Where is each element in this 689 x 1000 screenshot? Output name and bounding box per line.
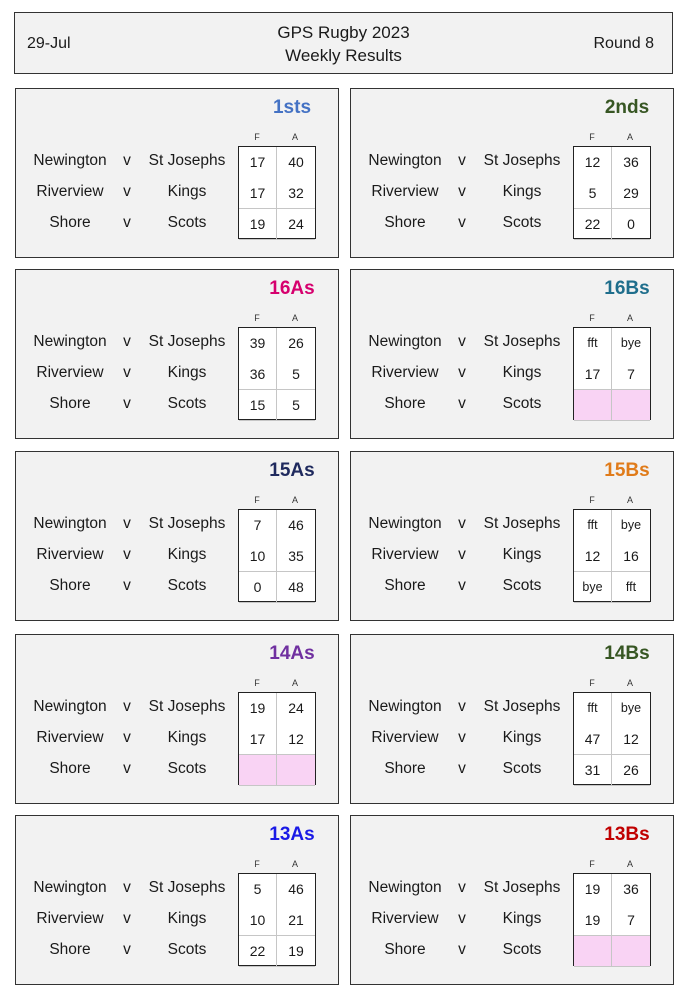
versus-label: v <box>458 910 466 927</box>
score-for-cell: fft <box>574 693 612 724</box>
versus-label: v <box>458 879 466 896</box>
home-team: Newington <box>368 515 442 532</box>
against-column-label: A <box>626 859 633 869</box>
away-team: St Josephs <box>148 698 226 715</box>
away-team: Scots <box>167 395 207 412</box>
score-against-cell: bye <box>620 336 642 350</box>
versus-label: v <box>123 364 131 381</box>
away-team: St Josephs <box>483 515 561 532</box>
score-for-cell: 19 <box>574 874 612 905</box>
versus-label: v <box>458 698 466 715</box>
away-team: St Josephs <box>148 515 226 532</box>
score-table <box>573 327 651 420</box>
home-team: Newington <box>33 152 107 169</box>
away-team: Scots <box>502 577 542 594</box>
score-table <box>573 509 651 602</box>
team-results-panel <box>350 815 674 985</box>
versus-label: v <box>123 152 131 169</box>
home-team: Riverview <box>36 364 104 381</box>
team-grade-title: 15As <box>269 460 315 481</box>
against-column-label: A <box>626 678 633 688</box>
title-line-1: GPS Rugby 2023 <box>277 23 410 42</box>
versus-label: v <box>458 577 466 594</box>
versus-label: v <box>458 515 466 532</box>
for-column-label: F <box>589 495 595 505</box>
score-for-cell: fft <box>574 328 612 359</box>
team-results-panel <box>350 451 674 621</box>
versus-label: v <box>458 546 466 563</box>
team-results-panel <box>15 634 339 804</box>
home-team: Shore <box>384 395 426 412</box>
score-for-cell: 15 <box>239 390 277 421</box>
away-team: St Josephs <box>483 698 561 715</box>
team-grade-title: 16Bs <box>604 278 650 299</box>
score-for-cell: 19 <box>574 905 612 936</box>
score-for-cell: 36 <box>239 359 277 390</box>
score-against-cell: 26 <box>288 335 304 351</box>
versus-label: v <box>458 183 466 200</box>
score-for-cell: fft <box>574 510 612 541</box>
team-grade-title: 14Bs <box>604 643 650 664</box>
score-against-cell: 48 <box>277 572 315 603</box>
team-grade-title: 16As <box>269 278 315 299</box>
home-team: Shore <box>49 577 91 594</box>
for-column-label: F <box>589 678 595 688</box>
score-against-cell: 19 <box>277 936 315 967</box>
title-line-2: Weekly Results <box>285 46 402 65</box>
score-for-cell: 5 <box>574 178 612 209</box>
team-grade-title: 13Bs <box>604 824 650 845</box>
versus-label: v <box>123 515 131 532</box>
team-grade-title: 2nds <box>604 97 650 118</box>
against-column-label: A <box>626 313 633 323</box>
home-team: Riverview <box>371 364 439 381</box>
home-team: Riverview <box>371 729 439 746</box>
score-for-cell: 17 <box>239 178 277 209</box>
away-team: Kings <box>167 364 207 381</box>
versus-label: v <box>123 941 131 958</box>
score-for-cell: 39 <box>239 328 277 359</box>
away-team: Scots <box>502 214 542 231</box>
versus-label: v <box>458 214 466 231</box>
team-results-panel <box>15 451 339 621</box>
away-team: Kings <box>167 729 207 746</box>
against-column-label: A <box>626 132 633 142</box>
versus-label: v <box>458 364 466 381</box>
score-against-cell: 35 <box>277 541 315 572</box>
team-results-panel <box>350 269 674 439</box>
score-for-cell: 17 <box>239 724 277 755</box>
team-results-panel <box>350 634 674 804</box>
home-team: Shore <box>384 941 426 958</box>
score-table <box>238 327 316 420</box>
away-team: St Josephs <box>148 333 226 350</box>
away-team: Kings <box>502 364 542 381</box>
versus-label: v <box>458 941 466 958</box>
versus-label: v <box>123 395 131 412</box>
away-team: Kings <box>502 910 542 927</box>
home-team: Shore <box>384 214 426 231</box>
team-grade-title: 15Bs <box>604 460 650 481</box>
versus-label: v <box>123 729 131 746</box>
home-team: Riverview <box>36 729 104 746</box>
score-for-cell: 19 <box>239 693 277 724</box>
home-team: Riverview <box>371 546 439 563</box>
score-against-cell: 36 <box>623 881 639 897</box>
score-table <box>573 692 651 785</box>
score-against-cell: fft <box>612 572 650 603</box>
home-team: Riverview <box>36 183 104 200</box>
score-against-cell: 0 <box>612 209 650 240</box>
team-grade-title: 1sts <box>272 97 312 118</box>
away-team: Scots <box>167 577 207 594</box>
score-against-cell: 46 <box>288 881 304 897</box>
away-team: Scots <box>502 395 542 412</box>
score-for-cell: 12 <box>574 541 612 572</box>
score-against-cell: 46 <box>288 517 304 533</box>
versus-label: v <box>123 577 131 594</box>
away-team: Scots <box>502 760 542 777</box>
score-table <box>238 873 316 966</box>
away-team: Scots <box>502 941 542 958</box>
away-team: Scots <box>167 941 207 958</box>
team-results-panel <box>15 269 339 439</box>
score-for-cell: 17 <box>574 359 612 390</box>
score-against-cell: 7 <box>612 905 650 936</box>
score-for-cell: 17 <box>239 147 277 178</box>
versus-label: v <box>123 879 131 896</box>
score-for-cell <box>574 390 612 421</box>
home-team: Shore <box>384 577 426 594</box>
versus-label: v <box>123 183 131 200</box>
match-date: 29-Jul <box>27 35 71 52</box>
score-against-cell: bye <box>620 518 642 532</box>
versus-label: v <box>123 760 131 777</box>
score-for-cell: 5 <box>239 874 277 905</box>
score-against-cell: 24 <box>288 700 304 716</box>
versus-label: v <box>123 333 131 350</box>
for-column-label: F <box>254 132 260 142</box>
away-team: Kings <box>502 729 542 746</box>
for-column-label: F <box>589 313 595 323</box>
score-against-cell: 36 <box>623 154 639 170</box>
score-for-cell: 12 <box>574 147 612 178</box>
score-for-cell: 47 <box>574 724 612 755</box>
score-table <box>573 873 651 966</box>
score-against-cell: 26 <box>612 755 650 786</box>
home-team: Newington <box>368 698 442 715</box>
home-team: Newington <box>368 333 442 350</box>
score-against-cell: 12 <box>612 724 650 755</box>
team-results-panel <box>15 815 339 985</box>
versus-label: v <box>123 214 131 231</box>
score-for-cell: 19 <box>239 209 277 240</box>
for-column-label: F <box>254 495 260 505</box>
away-team: Kings <box>167 910 207 927</box>
score-against-cell: 24 <box>277 209 315 240</box>
score-against-cell: 5 <box>277 359 315 390</box>
away-team: St Josephs <box>148 879 226 896</box>
score-against-cell: 32 <box>277 178 315 209</box>
away-team: St Josephs <box>148 152 226 169</box>
home-team: Shore <box>49 760 91 777</box>
score-for-cell: 31 <box>574 755 612 786</box>
versus-label: v <box>458 152 466 169</box>
away-team: St Josephs <box>483 333 561 350</box>
score-against-cell: 12 <box>277 724 315 755</box>
team-grade-title: 13As <box>269 824 315 845</box>
score-against-cell: 16 <box>612 541 650 572</box>
away-team: Kings <box>167 546 207 563</box>
score-for-cell: bye <box>574 572 612 603</box>
home-team: Shore <box>49 214 91 231</box>
score-for-cell: 22 <box>574 209 612 240</box>
against-column-label: A <box>626 495 633 505</box>
home-team: Riverview <box>36 910 104 927</box>
home-team: Newington <box>33 333 107 350</box>
home-team: Riverview <box>36 546 104 563</box>
away-team: Scots <box>167 214 207 231</box>
home-team: Riverview <box>371 910 439 927</box>
for-column-label: F <box>589 859 595 869</box>
round-label: Round 8 <box>593 35 654 52</box>
home-team: Shore <box>49 941 91 958</box>
home-team: Riverview <box>371 183 439 200</box>
away-team: Kings <box>167 183 207 200</box>
away-team: St Josephs <box>483 879 561 896</box>
score-for-cell: 22 <box>239 936 277 967</box>
page-title <box>15 21 672 67</box>
score-against-cell: 40 <box>288 154 304 170</box>
score-against-cell <box>612 936 650 967</box>
home-team: Shore <box>49 395 91 412</box>
score-for-cell: 10 <box>239 541 277 572</box>
home-team: Newington <box>33 515 107 532</box>
home-team: Newington <box>368 152 442 169</box>
versus-label: v <box>458 729 466 746</box>
team-grade-title: 14As <box>269 643 315 664</box>
score-table <box>238 146 316 239</box>
score-against-cell: bye <box>620 701 642 715</box>
versus-label: v <box>458 760 466 777</box>
score-against-cell: 29 <box>612 178 650 209</box>
score-for-cell: 7 <box>239 510 277 541</box>
score-against-cell <box>277 755 315 786</box>
results-header <box>14 12 673 74</box>
for-column-label: F <box>254 678 260 688</box>
score-against-cell: 21 <box>277 905 315 936</box>
for-column-label: F <box>589 132 595 142</box>
versus-label: v <box>123 546 131 563</box>
away-team: Kings <box>502 546 542 563</box>
against-column-label: A <box>291 313 298 323</box>
score-against-cell <box>612 390 650 421</box>
versus-label: v <box>458 395 466 412</box>
home-team: Shore <box>384 760 426 777</box>
home-team: Newington <box>368 879 442 896</box>
away-team: Scots <box>167 760 207 777</box>
home-team: Newington <box>33 879 107 896</box>
team-results-panel <box>15 88 339 258</box>
score-for-cell: 0 <box>239 572 277 603</box>
score-for-cell <box>239 755 277 786</box>
away-team: Kings <box>502 183 542 200</box>
score-table <box>238 692 316 785</box>
away-team: St Josephs <box>483 152 561 169</box>
score-table <box>573 146 651 239</box>
versus-label: v <box>123 910 131 927</box>
score-table <box>238 509 316 602</box>
against-column-label: A <box>291 495 298 505</box>
for-column-label: F <box>254 313 260 323</box>
for-column-label: F <box>254 859 260 869</box>
against-column-label: A <box>291 678 298 688</box>
score-against-cell: 5 <box>277 390 315 421</box>
score-against-cell: 7 <box>612 359 650 390</box>
team-results-panel <box>350 88 674 258</box>
versus-label: v <box>123 698 131 715</box>
against-column-label: A <box>291 132 298 142</box>
score-for-cell: 10 <box>239 905 277 936</box>
against-column-label: A <box>291 859 298 869</box>
score-for-cell <box>574 936 612 967</box>
home-team: Newington <box>33 698 107 715</box>
versus-label: v <box>458 333 466 350</box>
